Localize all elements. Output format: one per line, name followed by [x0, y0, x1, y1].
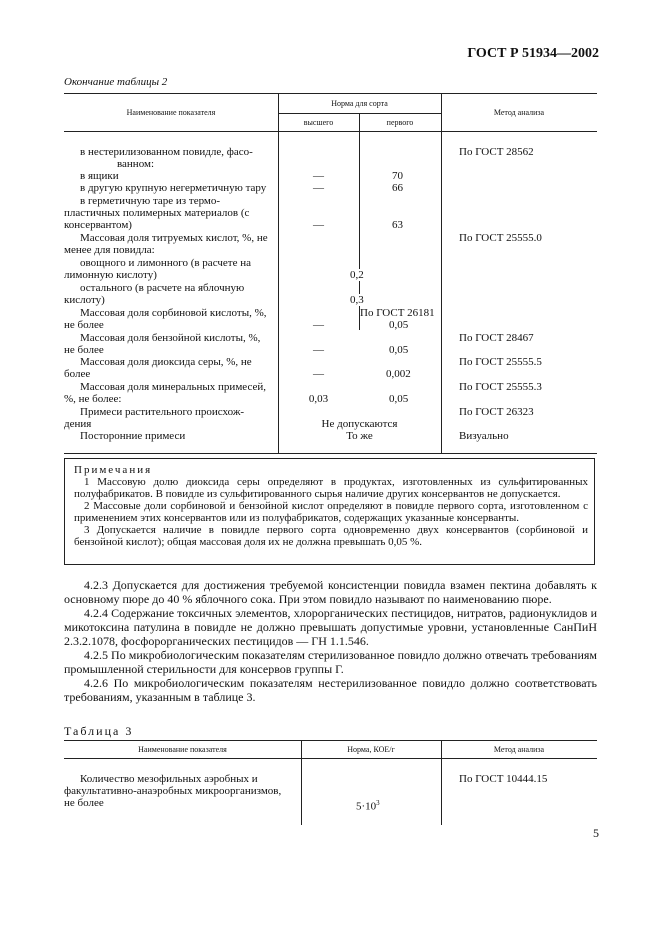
table-row-method: Визуально — [459, 430, 509, 442]
table-row-name: кислоту) — [64, 294, 105, 306]
col-norm-header: Норма для сорта — [331, 99, 388, 108]
col-indicator-header: Наименование показателя — [126, 108, 216, 117]
table-cell-merged: 0,2 — [350, 269, 364, 281]
table-row-name: в ящики — [80, 170, 119, 182]
table-cell-first: 0,002 — [386, 368, 411, 380]
table-cell-highest: — — [313, 344, 324, 356]
t3-row-method: По ГОСТ 10444.15 — [459, 773, 548, 785]
table-cell-highest: — — [313, 182, 324, 194]
table-row-name: ванном: — [116, 158, 154, 170]
table-row-name: Посторонние примеси — [80, 430, 186, 442]
page-number: 5 — [593, 826, 599, 840]
table-row-method: По ГОСТ 26323 — [459, 406, 534, 418]
table-row-method: По ГОСТ 25555.0 — [459, 232, 542, 244]
table-row-name: Примеси растительного происхож- — [80, 406, 245, 418]
paragraph: 4.2.3 Допускается для достижения требуемой консистенции повидла взамен пектина добавлять к основному пюре до 40 % яблочного сока. При этом повидло называют по наименованию пюре. — [64, 578, 597, 606]
notes-title: Примечания — [74, 464, 153, 476]
table-row-method: По ГОСТ 28467 — [459, 332, 534, 344]
col-method-header: Метод анализа — [493, 108, 545, 117]
table-row-name: в герметичную таре из термо- — [80, 195, 221, 207]
table-continuation-label: Окончание таблицы 2 — [64, 76, 168, 88]
t3-row-name: факультативно-анаэробных микроорганизмов, — [64, 785, 282, 797]
table-row-name: остального (в расчете на яблочную — [80, 282, 245, 294]
table-row-name: Массовая доля минеральных примесей, — [80, 381, 266, 393]
t3-row-name: Количество мезофильных аэробных и — [80, 773, 258, 785]
table-cell-first: 63 — [392, 219, 403, 231]
table-cell-first: 0,05 — [389, 393, 409, 405]
table-cell-first: 70 — [392, 170, 403, 182]
table-cell-highest: — — [313, 368, 324, 380]
note-item: 1 Массовую долю диоксида серы определяют в продуктах, изготовленных из сульфитированных полуфабрикатов. В повидле из сульфитированного сырья наличие других консервантов не допускается. — [74, 476, 588, 500]
table-row-name: Массовая доля сорбиновой кислоты, %, — [80, 307, 267, 319]
table-row-name: дения — [64, 418, 92, 430]
table-row-method: По ГОСТ 25555.5 — [459, 356, 542, 368]
note-item: 3 Допускается наличие в повидле первого сорта одновременно двух консервантов (сорбиновой и бензойной кислот); общая массовая доля их не должна превышать 0,05 %. — [74, 524, 588, 548]
t3-col-norm-header: Норма, КОЕ/г — [347, 745, 395, 754]
standard-header: ГОСТ Р 51934—2002 — [467, 46, 599, 61]
table-row-name: не более — [64, 319, 104, 331]
table-row-name: менее для повидла: — [64, 244, 155, 256]
table-row-method: По ГОСТ 28562 — [459, 146, 534, 158]
table-cell-first: 66 — [392, 182, 403, 194]
table-cell-highest: — — [313, 219, 324, 231]
table-row-name: в другую крупную негерметичную тару — [80, 182, 267, 194]
t3-col-method-header: Метод анализа — [493, 745, 545, 754]
table-row-name: Массовая доля титруемых кислот, %, не — [80, 232, 268, 244]
table-cell-merged: 0,3 — [350, 294, 364, 306]
table-row-name: Массовая доля бензойной кислоты, %, — [80, 332, 261, 344]
table-row-name: в нестерилизованном повидле, фасо- — [80, 146, 253, 158]
col-first-header: первого — [386, 118, 414, 127]
t3-norm-base: 5·10 — [356, 800, 377, 813]
t3-col-indicator-header: Наименование показателя — [138, 745, 227, 754]
notes — [74, 464, 588, 548]
table-cell-first: 0,05 — [389, 344, 409, 356]
paragraph: 4.2.5 По микробиологическим показателям стерилизованное повидло должно отвечать требованиям промышленной стерильности для консервов группы Г. — [64, 648, 597, 676]
table-row-name: овощного и лимонного (в расчете на — [80, 257, 251, 269]
table-row-name: не более — [64, 344, 104, 356]
table3-label: Таблица 3 — [64, 724, 134, 738]
paragraph: 4.2.6 По микробиологическим показателям нестерилизованное повидло должно соответствовать требованиям, указанным в таблице 3. — [64, 676, 597, 704]
table-cell-first: По ГОСТ 26181 — [360, 307, 435, 319]
table-cell-highest: 0,03 — [308, 393, 329, 405]
t3-norm-value — [356, 797, 380, 813]
table-row-name: пластичных полимерных материалов (с — [64, 207, 250, 219]
table-row-name: консервантом) — [64, 219, 132, 231]
table-row-name: %, не более: — [64, 393, 122, 405]
table-cell-merged: То же — [346, 430, 373, 442]
table-row-method: По ГОСТ 25555.3 — [459, 381, 542, 393]
paragraph: 4.2.4 Содержание токсичных элементов, хлорорганических пестицидов, нитратов, радионуклидов и микотоксина патулина в повидле не должно превышать допустимые уровни, установленные СанПиН 2.3.2.1078, фосфорорганических пестицидов — ГН 1.1.546. — [64, 606, 597, 648]
table-cell-highest: — — [313, 319, 324, 331]
t3-norm-exponent: 3 — [376, 799, 380, 807]
table-row-name: лимонную кислоту) — [64, 269, 157, 281]
col-highest-header: высшего — [303, 118, 334, 127]
body-paragraphs — [64, 578, 597, 704]
table-row-name: Массовая доля диоксида серы, %, не — [80, 356, 252, 368]
table-cell-merged: Не допускаются — [321, 418, 398, 430]
t3-row-name: не более — [64, 797, 104, 809]
note-item: 2 Массовые доли сорбиновой и бензойной кислот определяют в повидле первого сорта, изготовленном с применением этих консервантов или из полуфабрикатов, содержащих указанные консерванты. — [74, 500, 588, 524]
table-cell-first: 0,05 — [389, 319, 409, 331]
table-cell-highest: — — [313, 170, 324, 182]
table-row-name: более — [64, 368, 91, 380]
